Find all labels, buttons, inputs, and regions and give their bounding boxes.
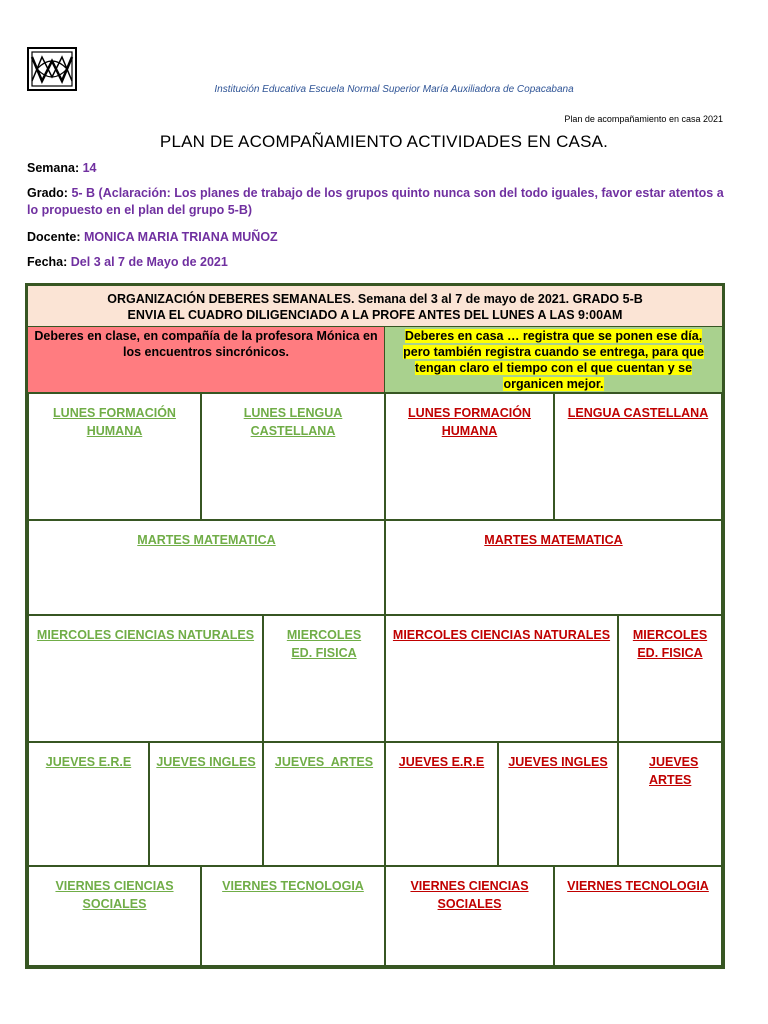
clase-viernes-ciencias-sociales[interactable]: VIERNES CIENCIAS SOCIALES [28, 866, 201, 966]
casa-jueves-ingles[interactable]: JUEVES INGLES [498, 742, 618, 866]
casa-martes-matematica[interactable]: MARTES MATEMATICA [385, 520, 722, 615]
clase-jueves-ingles[interactable]: JUEVES INGLES [149, 742, 263, 866]
table-title-line2: ENVIA EL CUADRO DILIGENCIADO A LA PROFE ANTES DEL LUNES A LAS 9:00AM [127, 308, 623, 322]
weekly-duties-table [25, 283, 725, 969]
semana-value: 14 [82, 161, 97, 175]
casa-header: Deberes en casa … registra que se ponen ese día, pero también registra cuando se entrega, para que tengan claro el tiempo con el que cuentan y se organicen mejor. [385, 327, 722, 393]
plan-note: Plan de acompañamiento en casa 2021 [564, 114, 723, 124]
casa-miercoles-ed-fisica[interactable]: MIERCOLES ED. FISICA [618, 615, 722, 742]
clase-miercoles-ed-fisica[interactable]: MIERCOLES ED. FISICA [263, 615, 385, 742]
table-title [28, 286, 722, 327]
casa-jueves-artes[interactable]: JUEVES ARTES [618, 742, 722, 866]
semana-row [27, 160, 727, 177]
docente-row [27, 229, 727, 246]
docente-label: Docente: [27, 230, 81, 244]
casa-lunes-lengua-castellana[interactable]: LENGUA CASTELLANA [554, 393, 722, 520]
table-title-line1: ORGANIZACIÓN DEBERES SEMANALES. Semana del 3 al 7 de mayo de 2021. GRADO 5-B [107, 292, 643, 306]
casa-jueves-ere[interactable]: JUEVES E.R.E [385, 742, 498, 866]
fecha-value: Del 3 al 7 de Mayo de 2021 [70, 255, 228, 269]
clase-lunes-formacion-humana[interactable]: LUNES FORMACIÓN HUMANA [28, 393, 201, 520]
docente-value: MONICA MARIA TRIANA MUÑOZ [83, 230, 278, 244]
clase-header: Deberes en clase, en compañía de la profesora Mónica en los encuentros sincrónicos. [28, 327, 385, 393]
page-title: PLAN DE ACOMPAÑAMIENTO ACTIVIDADES EN CASA. [159, 132, 609, 151]
clase-miercoles-ciencias-naturales[interactable]: MIERCOLES CIENCIAS NATURALES [28, 615, 263, 742]
clase-viernes-tecnologia[interactable]: VIERNES TECNOLOGIA [201, 866, 385, 966]
clase-jueves-artes[interactable]: JUEVES ARTES [263, 742, 385, 866]
grado-row [27, 185, 727, 219]
casa-viernes-tecnologia[interactable]: VIERNES TECNOLOGIA [554, 866, 722, 966]
fecha-row [27, 254, 727, 271]
grado-label: Grado: [27, 186, 68, 200]
casa-lunes-formacion-humana[interactable]: LUNES FORMACIÓN HUMANA [385, 393, 554, 520]
clase-jueves-ere[interactable]: JUEVES E.R.E [28, 742, 149, 866]
grado-value: 5- B (Aclaración: Los planes de trabajo de los grupos quinto nunca son del todo iguales, favor estar atentos a lo propuesto en el plan del grupo 5-B) [27, 186, 724, 217]
casa-miercoles-ciencias-naturales[interactable]: MIERCOLES CIENCIAS NATURALES [385, 615, 618, 742]
clase-martes-matematica[interactable]: MARTES MATEMATICA [28, 520, 385, 615]
semana-label: Semana: [27, 161, 80, 175]
institution-name: Institución Educativa Escuela Normal Superior María Auxiliadora de Copacabana [214, 84, 574, 95]
casa-viernes-ciencias-sociales[interactable]: VIERNES CIENCIAS SOCIALES [385, 866, 554, 966]
fecha-label: Fecha: [27, 255, 68, 269]
clase-lunes-lengua-castellana[interactable]: LUNES LENGUA CASTELLANA [201, 393, 385, 520]
